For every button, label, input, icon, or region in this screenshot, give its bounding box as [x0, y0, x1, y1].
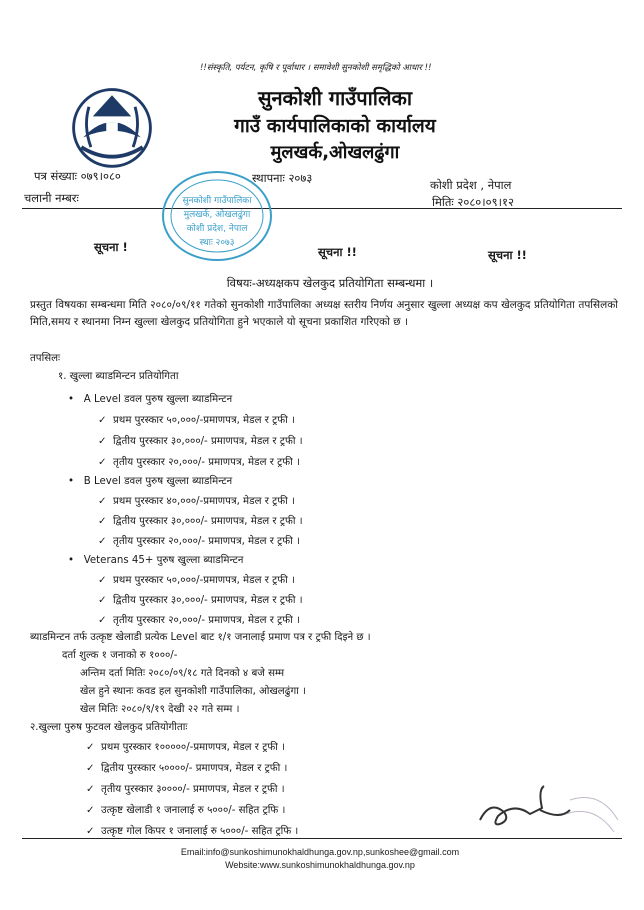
prize-text: द्वितीय पुरस्कार ५००००/- प्रमाणपत्र, मेडल र ट्रफी । — [101, 763, 288, 774]
group-a-title: • A Level डवल पुरुष खुल्ला ब्याडमिन्टन — [68, 394, 233, 405]
prize-text: प्रथम पुरस्कार ५०,०००/-प्रमाणपत्र, मेडल र ट्रफी । — [113, 415, 295, 426]
prize-text: द्वितीय पुरस्कार ३०,०००/- प्रमाणपत्र, मेडल र ट्रफी । — [113, 516, 303, 527]
badminton-note: ब्याडमिन्टन तर्फ उत्कृष्ट खेलाडी प्रत्येक Level बाट १/१ जनालाई प्रमाण पत्र र ट्रफी दिइने छ । — [30, 632, 371, 643]
header-divider — [22, 208, 622, 209]
prize-text: प्रथम पुरस्कार ५०,०००/-प्रमाणपत्र, मेडल र ट्रफी । — [113, 575, 295, 586]
group-b-item-2: ✓ द्वितीय पुरस्कार ३०,०००/- प्रमाणपत्र, मेडल र ट्रफी । — [98, 516, 303, 527]
group-veterans-item-2: ✓ द्वितीय पुरस्कार ३०,०००/- प्रमाणपत्र, मेडल र ट्रफी । — [98, 595, 303, 606]
ref-number: पत्र संख्याः ०७९।०८० — [34, 169, 121, 183]
prize-text: द्वितीय पुरस्कार ३०,०००/- प्रमाणपत्र, मेडल र ट्रफी । — [113, 595, 303, 606]
notice-label-2: सूचना !! — [318, 245, 357, 259]
slogan: !!संस्कृति, पर्यटन, कृषि र पूर्वाधार । समावेशी सुनकोशी समृद्धिको आधार !! — [200, 63, 432, 73]
group-a-item-1: ✓ प्रथम पुरस्कार ५०,०००/-प्रमाणपत्र, मेडल र ट्रफी । — [98, 415, 295, 426]
group-veterans-item-1: ✓ प्रथम पुरस्कार ५०,०००/-प्रमाणपत्र, मेडल र ट्रफी । — [98, 575, 295, 586]
football-item-1: ✓ प्रथम पुरस्कार १०००००/-प्रमाणपत्र, मेडल र ट्रफी । — [86, 742, 285, 753]
prize-text: तृतीय पुरस्कार २०,०००/- प्रमाणपत्र, मेडल र ट्रफी । — [113, 536, 300, 547]
stamp-line-3: कोशी प्रदेश, नेपाल — [186, 224, 248, 234]
prize-text: द्वितीय पुरस्कार ३०,०००/- प्रमाणपत्र, मेडल र ट्रफी । — [113, 436, 303, 447]
prize-text: उत्कृष्ट खेलाडी १ जनालाई रु ५०००/- सहित ट्रफि । — [101, 805, 286, 816]
football-item-4: ✓ उत्कृष्ट खेलाडी १ जनालाई रु ५०००/- सहित ट्रफि । — [86, 805, 286, 816]
footer-divider — [22, 838, 622, 839]
prize-text: तृतीय पुरस्कार ३००००/- प्रमाणपत्र, मेडल र ट्रफी । — [101, 784, 285, 795]
group-b-title: • B Level डवल पुरुष खुल्ला ब्याडमिन्टन — [68, 476, 233, 487]
prize-text: तृतीय पुरस्कार २०,०००/- प्रमाणपत्र, मेडल र ट्रफी । — [113, 615, 300, 626]
prize-text: उत्कृष्ट गोल किपर १ जनालाई रु ५०००/- सहित ट्रफि । — [101, 826, 299, 837]
registration-fee: दर्ता शुल्क १ जनाको रु १०००/- — [62, 650, 178, 661]
office-name: गाउँ कार्यपालिकाको कार्यालय — [234, 115, 436, 137]
section1-title: १. खुल्ला ब्याडमिन्टन प्रतियोगिता — [58, 371, 179, 382]
notice-label-3: सूचना !! — [488, 248, 527, 262]
stamp-line-1: सुनकोशी गाउँपालिका — [182, 196, 252, 206]
game-dates: खेल मितिः २०८०/९/१९ देखी २२ गते सम्म । — [80, 704, 240, 715]
registration-deadline: अन्तिम दर्ता मितिः २०८०/०९/१८ गते दिनको ४ बजे सम्म — [80, 668, 285, 679]
office-address: मुलखर्क,ओखलढुंगा — [270, 142, 400, 163]
prize-text: तृतीय पुरस्कार २०,०००/- प्रमाणपत्र, मेडल र ट्रफी । — [113, 457, 300, 468]
notice-label-1: सूचना ! — [94, 240, 128, 254]
football-item-5: ✓ उत्कृष्ट गोल किपर १ जनालाई रु ५०००/- सहित ट्रफि । — [86, 826, 299, 837]
org-name: सुनकोशी गाउँपालिका — [257, 86, 413, 110]
group-veterans-title: • Veterans 45+ पुरुष खुल्ला ब्याडमिन्टन — [68, 555, 244, 566]
group-veterans-item-3: ✓ तृतीय पुरस्कार २०,०००/- प्रमाणपत्र, मेडल र ट्रफी । — [98, 615, 300, 626]
subject-line: विषयः-अध्यक्षकप खेलकुद प्रतियोगिता सम्बन्धमा । — [226, 276, 434, 290]
dispatch-number: चलानी नम्बरः — [24, 191, 79, 205]
group-b-item-1: ✓ प्रथम पुरस्कार ४०,०००/-प्रमाणपत्र, मेडल र ट्रफी । — [98, 496, 295, 507]
group-a-title-text: A Level डवल पुरुष खुल्ला ब्याडमिन्टन — [83, 394, 233, 405]
tapasil-label: तपसिलः — [30, 353, 61, 364]
venue: खेल हुने स्थानः कवड हल सुनकोशी गाउँपालिका, ओखलढुंगा । — [80, 686, 306, 697]
prize-text: प्रथम पुरस्कार १०००००/-प्रमाणपत्र, मेडल र ट्रफी । — [101, 742, 285, 753]
stamp-line-4: स्थाः २०७३ — [199, 238, 235, 248]
signature — [470, 780, 620, 840]
football-item-3: ✓ तृतीय पुरस्कार ३००००/- प्रमाणपत्र, मेडल र ट्रफी । — [86, 784, 285, 795]
date: मितिः २०८०।०९।१२ — [432, 195, 514, 209]
province: कोशी प्रदेश , नेपाल — [430, 178, 512, 192]
seal-stamp-icon — [566, 798, 618, 833]
group-a-item-3: ✓ तृतीय पुरस्कार २०,०००/- प्रमाणपत्र, मेडल र ट्रफी । — [98, 457, 300, 468]
football-item-2: ✓ द्वितीय पुरस्कार ५००००/- प्रमाणपत्र, मेडल र ट्रफी । — [86, 763, 288, 774]
office-stamp — [160, 168, 275, 264]
group-veterans-title-text: Veterans 45+ पुरुष खुल्ला ब्याडमिन्टन — [83, 555, 244, 566]
prize-text: प्रथम पुरस्कार ४०,०००/-प्रमाणपत्र, मेडल र ट्रफी । — [113, 496, 295, 507]
stamp-line-2: मुलखर्क, ओखलढुंगा — [183, 210, 251, 220]
group-b-item-3: ✓ तृतीय पुरस्कार २०,०००/- प्रमाणपत्र, मेडल र ट्रफी । — [98, 536, 300, 547]
footer-website: Website:www.sunkoshimunokhaldhunga.gov.np — [225, 860, 415, 870]
group-b-title-text: B Level डवल पुरुष खुल्ला ब्याडमिन्टन — [83, 476, 233, 487]
footer-email: Email:info@sunkoshimunokhaldhunga.gov.np,sunkoshee@gmail.com — [180, 847, 460, 857]
nepal-emblem-icon — [64, 78, 160, 174]
section2-title: २.खुल्ला पुरुष फुटवल खेलकुद प्रतियोगीताः — [30, 722, 188, 733]
intro-paragraph: प्रस्तुत विषयका सम्बन्धमा मिति २०८०/०९/११ गतेको सुनकोशी गाउँपालिका अध्यक्ष स्तरीय निर्णय अनुसार खुल्ला अध्यक्ष कप खेलकुद प्रतियोगिता तपसिलको मिति,समय र स्थानमा निम्न खुल्ला खेलकुद प्रतियोगिता हुने भएकाले यो सूचना प्रकाशित गरिएको छ । — [30, 299, 618, 328]
group-a-item-2: ✓ द्वितीय पुरस्कार ३०,०००/- प्रमाणपत्र, मेडल र ट्रफी । — [98, 436, 303, 447]
established-year: स्थापनाः २०७३ — [252, 171, 313, 185]
